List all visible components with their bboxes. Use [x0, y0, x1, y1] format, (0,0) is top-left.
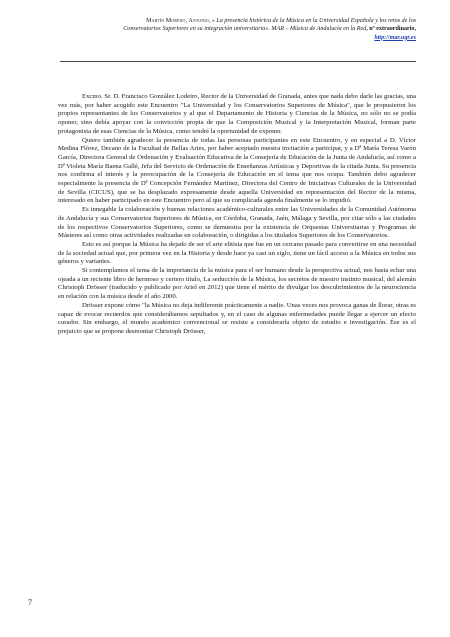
paragraph-1: Excmo. Sr. D. Francisco González Lodeiro, Rector de la Universidad de Granada, antes que nada debo darle las gracias, una vez más, por haber acogido este Encuentro "La Universidad y los Conservatorios Superiores de Música", que le propusieron los propios representantes de los Conservatorios y al que el Departamento de Historia y Ciencias de la Música, no sólo no se podía oponer, sino debía apoyar con la convicción propia de que la Composición Musical y la Interpretación Musical, forman parte protagonista de esas Ciencias de la Música, como tendré la oportunidad de exponer.	[58, 93, 416, 135]
paragraph-5: Si contemplamos el tema de la importancia de la música para el ser humano desde la perspectiva actual, nos basta echar una ojeada a un reciente libro de hermoso y certero título, La seducción de la Música, los secretos de nuestro instinto musical, del alemán Christoph Drösser (traducido y publicado por Ariel en 2012) que tiene el mérito de divulgar los descubrimientos de la neurociencia en relación con la música desde el año 2000.	[58, 267, 416, 301]
header-issue: , nº extraordinario,	[366, 26, 416, 33]
header-url-link[interactable]: http://mar.ugr.es	[374, 34, 416, 41]
paragraph-2: Quiero también agradecer la presencia de todas las personas participantes en este Encuentro, y en especial a D. Víctor Medina Flórez, Decano de la Facultad de Bellas Artes, por haber aceptado nuestra invitación a participar, y a Dª María Teresa Varón García, Directora General de Ordenación y Evaluación Educativa de la Consejería de Educación de la Junta de Andalucía, así como a Dª Violeta María Baena Gallé, Jefa del Servicio de Ordenación de Enseñanzas Artísticas y Deportivas de la citada Junta. Su presencia nos confirma el interés y la preocupación de la Consejería de Educación en el tema que nos ocupa. También debo agradecer especialmente la presencia de Dª Concepción Fernández Martínez, Directora del Centro de Iniciativas Culturales de la Universidad de Sevilla (CICUS), que se ha desplazado expresamente desde aquella Universidad en representación del Rector de la misma, interesado en haber participado en este Encuentro pero al que su complicada agenda finalmente se lo impidió.	[58, 136, 416, 205]
document-body	[58, 93, 416, 337]
header-title: , « La presencia histórica de la Música en la Universidad Española y los retos de los Conservatorios Superiores en su integración universitaria».	[123, 18, 416, 33]
running-header	[110, 17, 416, 42]
header-journal: MAR – Música de Andalucía en la Red	[271, 26, 367, 33]
paragraph-4: Esto es así porque la Música ha dejado de ser el arte elitista que fue en un cercano pasado para convertirse en una necesidad de la sociedad actual que, por primera vez en la Historia y desde hace ya casi un siglo, tiene un fácil acceso a la Música en todos sus géneros y variantes.	[58, 240, 416, 266]
paragraph-6: Drösser expone cómo "la Música no deja indiferente prácticamente a nadie. Unas veces nos provoca ganas de llorar, otras es capaz de evocar recuerdos que considerábamos sepultados y, en el caso de algunas enfermedades puede llegar a ejercer un efecto curador. Sin embargo, el mundo académico convencional se resiste a considerarla objeto de estudio e investigación. Ése es el prejuicio que se propone desmontar Christoph Drösser,	[58, 301, 416, 335]
header-divider	[60, 61, 416, 62]
header-author: Martín Moreno, Antonio	[146, 18, 209, 24]
page-number: 7	[28, 598, 32, 607]
paragraph-3: Es innegable la colaboración y buenas relaciones académico-culturales entre las Universidades de la Comunidad Autónoma de Andalucía y sus Conservatorios Superiores de Música, en Córdoba, Granada, Jaén, Málaga y Sevilla, por citar sólo a las ciudades de los respectivos Conservatorios Superiores, como se demuestra por la existencia de Orquestas Universitarias y Programas de Másteres así como otras actividades realizadas en colaboración, o dirigidas a los titulados Superiores de los Conservatorios.	[58, 206, 416, 240]
